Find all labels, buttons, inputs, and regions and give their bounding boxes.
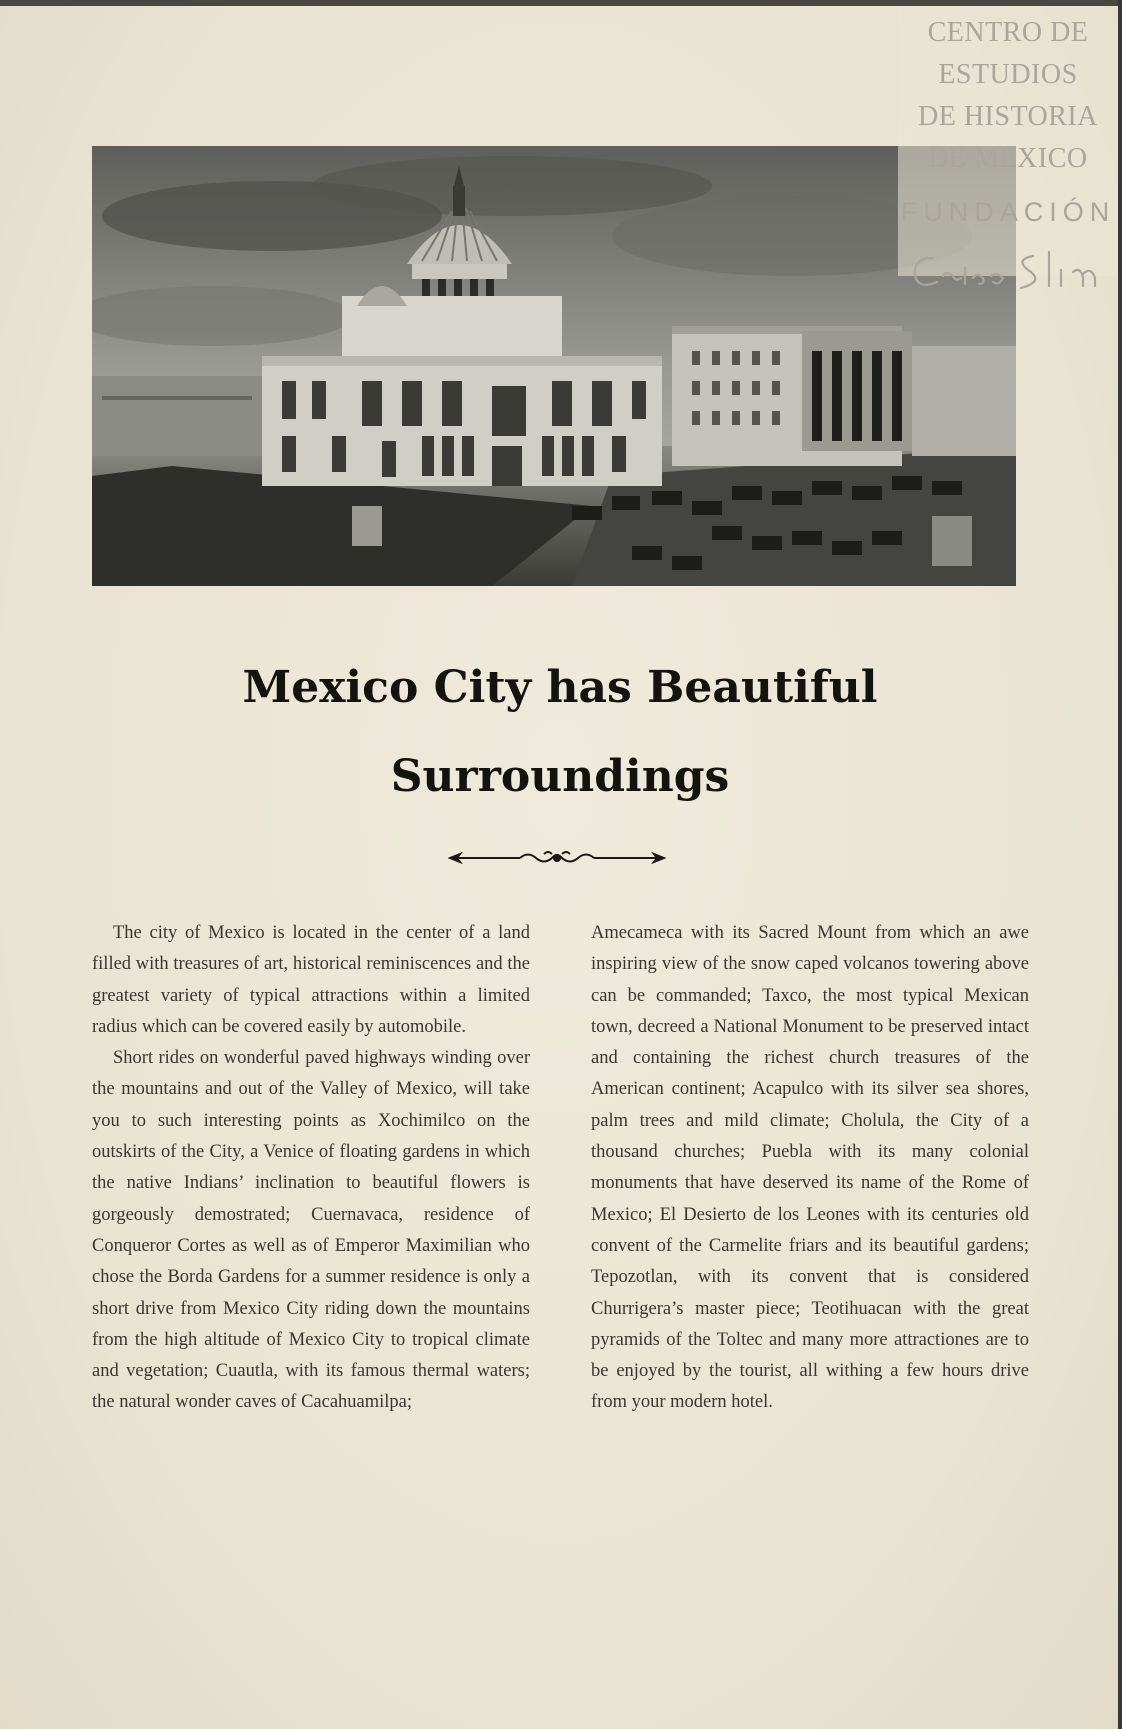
signature-icon [903,238,1113,298]
watermark-line: DE HISTORIA [918,101,1098,132]
ornament-divider-icon [448,848,666,868]
palacio-de-bellas-artes-photo [92,146,1016,586]
watermark-line: ESTUDIOS [938,59,1078,90]
watermark-foundation: FUNDACIÓN [900,197,1116,227]
watermark-line: DE MEXICO [928,143,1088,174]
watermark-line: CENTRO DE [927,17,1089,48]
page-edge [1118,0,1122,1729]
paragraph: The city of Mexico is located in the center of a land filled with treasures of art, historical reminiscences and the greatest variety of typical attractions within a limited radius which can be covered easily by automobile. [92,923,530,1037]
article-column-right [591,918,1029,1419]
article-column-left [92,918,530,1419]
paragraph: Short rides on wonderful paved highways winding over the mountains and out of the Valley of Mexico, will take you to such interesting points as Xochimilco on the outskirts of the City, a Venice of floating gardens in which the native Indians’ inclination to beautiful flowers is gorgeously demostrated; Cuernavaca, residence of Conqueror Cortes as well as of Emperor Maximilian who chose the Borda Gardens for a summer residence is only a short drive from Mexico City riding down the mountains from the high altitude of Mexico City to tropical climate and vegetation; Cuautla, with its famous thermal waters; the natural wonder caves of Cacahuamilpa; [92,1048,530,1413]
archive-watermark [898,6,1118,276]
page-title-line2: Surroundings [390,751,730,802]
page-title-line1: Mexico City has Beautiful [242,662,878,713]
book-page [0,6,1118,1729]
paragraph: Amecameca with its Sacred Mount from which an awe inspiring view of the snow caped volcanos towering above can be commanded; Taxco, the most typical Mexican town, decreed a National Monument to be preserved intact and containing the richest church treasures of the American continent; Acapulco with its silver sea shores, palm trees and mild climate; Cholula, the City of a thousand churches; Puebla with its many colonial monuments that have deserved its name of the Rome of Mexico; El Desierto de los Leones with its centuries old convent of the Carmelite friars and its beautiful gardens; Tepozotlan, with its convent that is considered Churrigera’s master piece; Teotihuacan with the great pyramids of the Toltec and many more attractiones are to be enjoyed by the tourist, all withing a few hours drive from your modern hotel. [591,923,1029,1413]
